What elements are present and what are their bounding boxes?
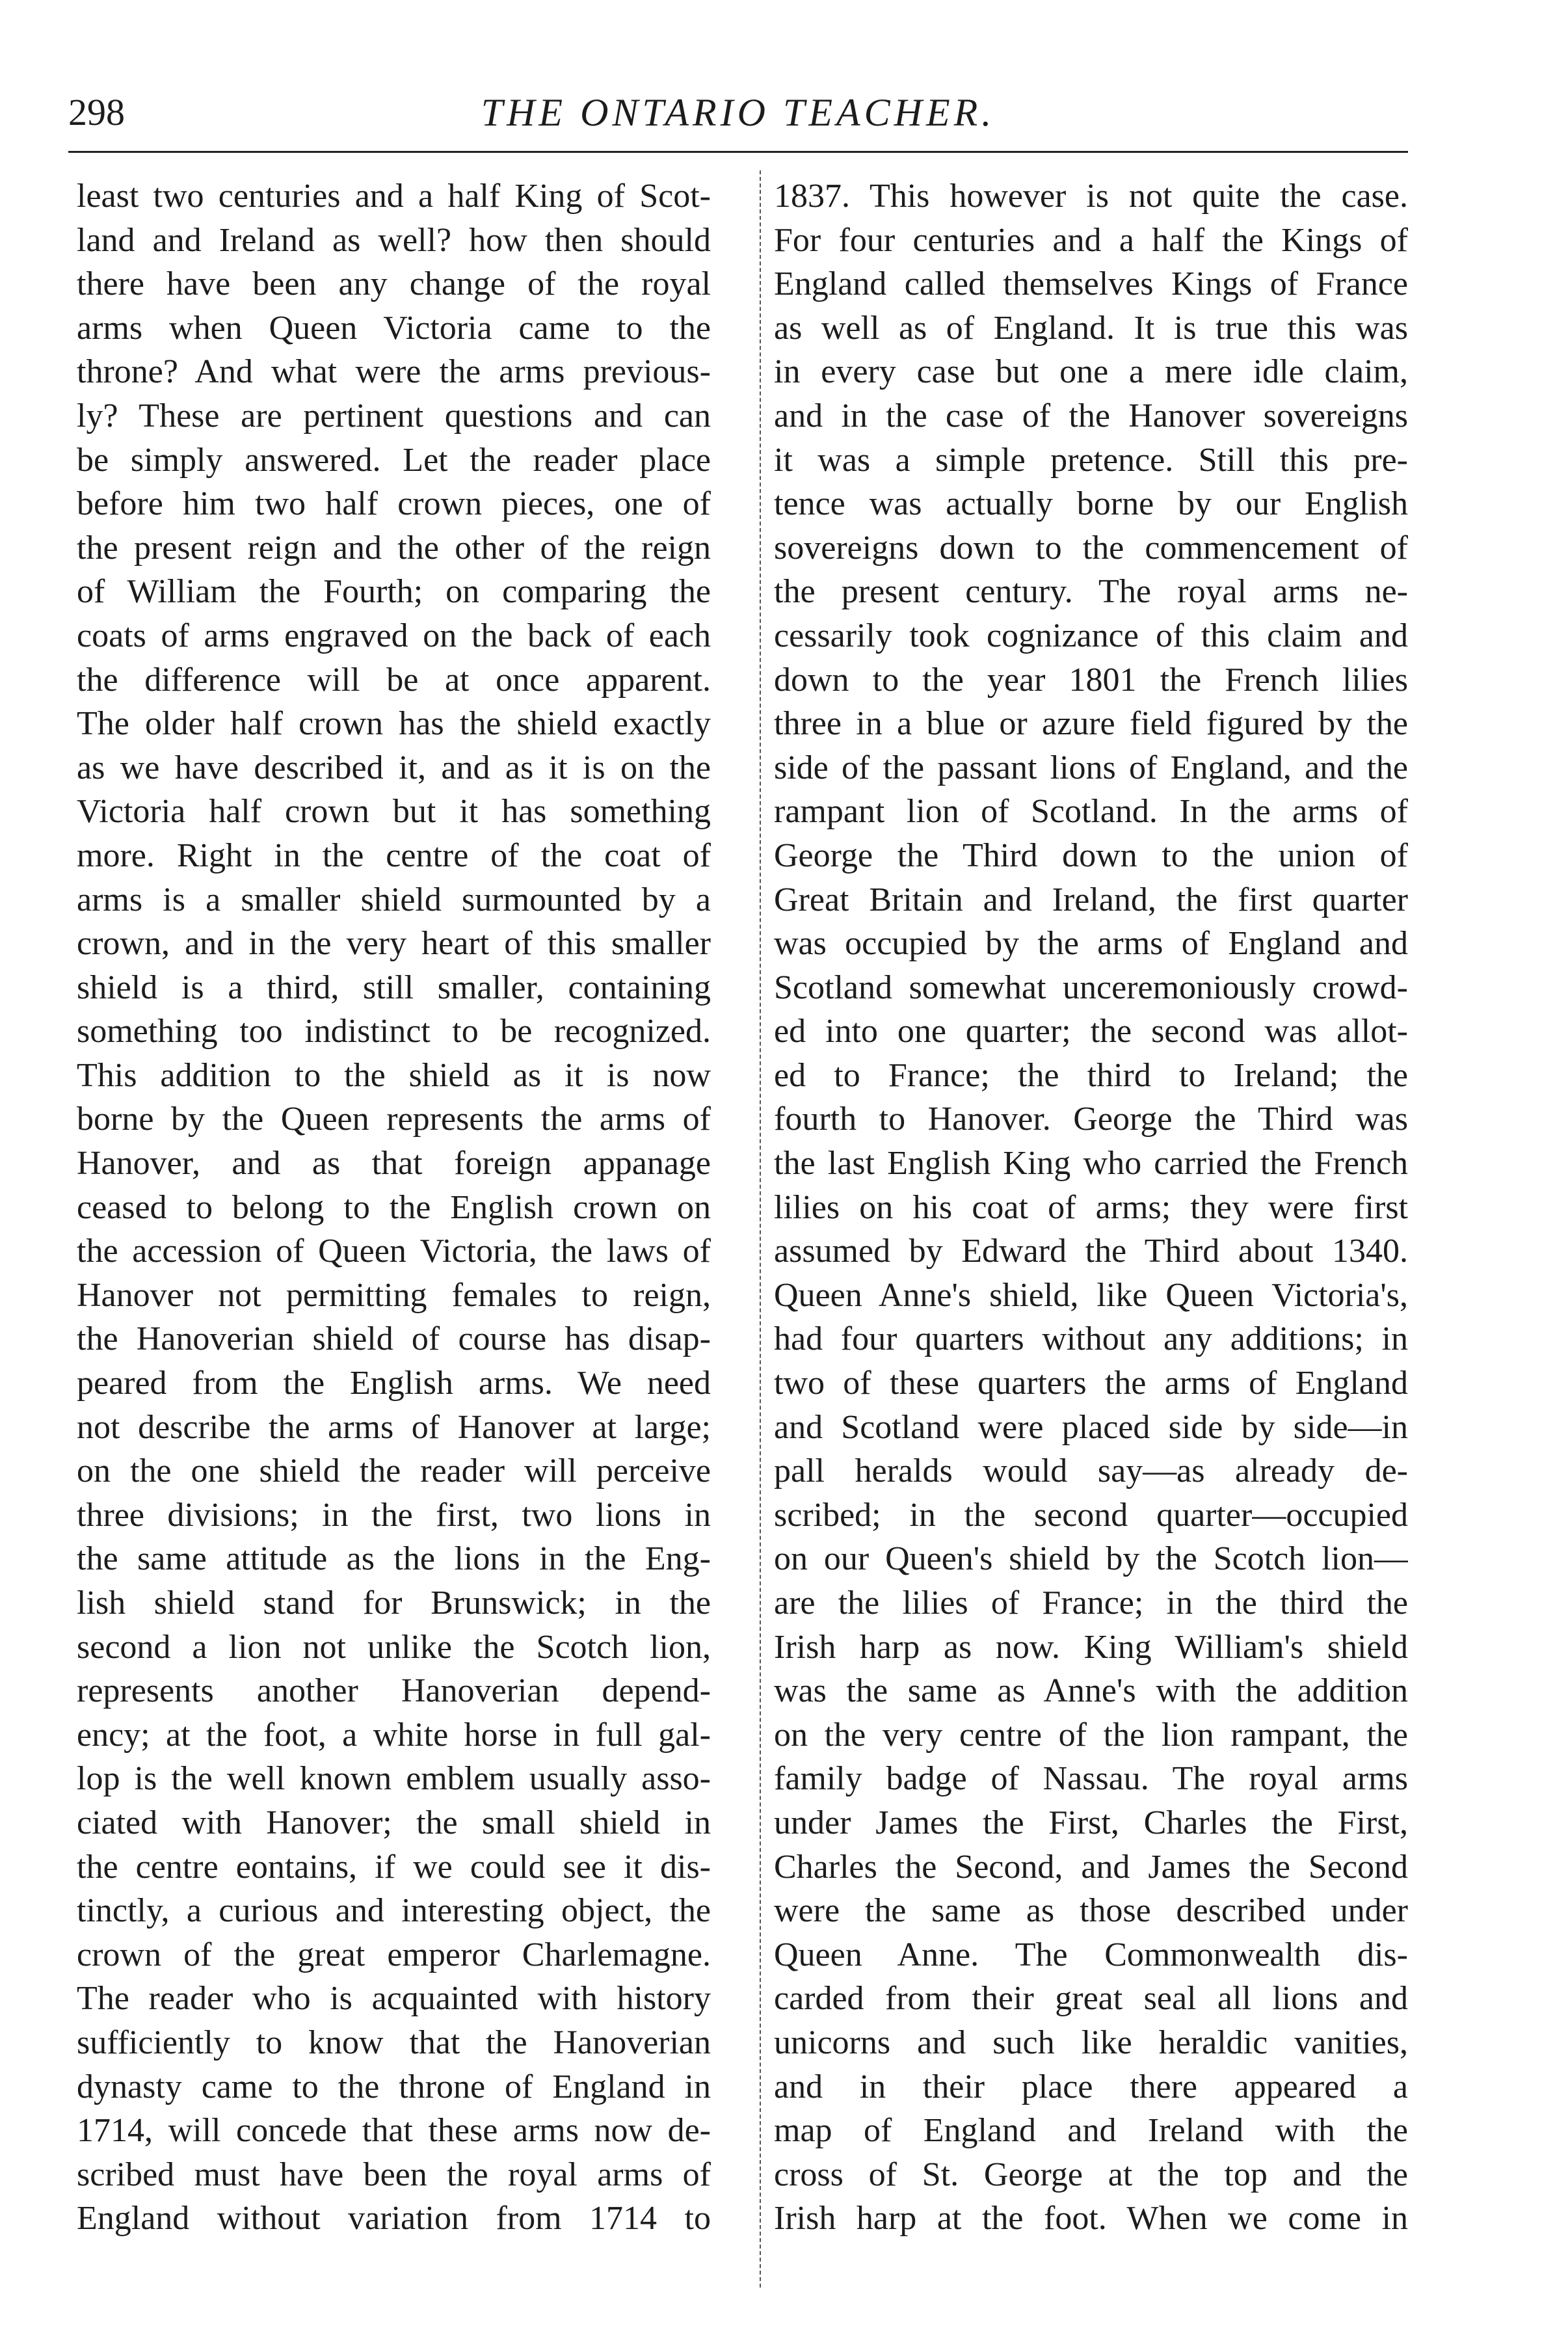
text-line: two of these quarters the arms of England xyxy=(774,1365,1408,1402)
text-line: not describe the arms of Hanover at large; xyxy=(77,1408,711,1446)
text-line: lish shield stand for Brunswick; in the xyxy=(77,1584,711,1622)
text-line: England called themselves Kings of France xyxy=(774,265,1408,303)
text-line: the centre eontains, if we could see it dis- xyxy=(77,1848,711,1886)
text-line: the present reign and the other of the reign xyxy=(77,529,711,567)
text-line: The older half crown has the shield exactly xyxy=(77,705,711,743)
text-line: were the same as those described under xyxy=(774,1892,1408,1930)
text-line: ed into one quarter; the second was allot- xyxy=(774,1013,1408,1050)
text-line: was occupied by the arms of England and xyxy=(774,925,1408,963)
text-line: The reader who is acquainted with history xyxy=(77,1980,711,2018)
text-line: Charles the Second, and James the Second xyxy=(774,1848,1408,1886)
text-line: more. Right in the centre of the coat of xyxy=(77,836,711,874)
text-line: ency; at the foot, a white horse in full gal- xyxy=(77,1716,711,1754)
text-line: the same attitude as the lions in the Eng- xyxy=(77,1540,711,1578)
text-line: on the very centre of the lion rampant, the xyxy=(774,1716,1408,1754)
text-line: represents another Hanoverian depend- xyxy=(77,1672,711,1710)
text-line: coats of arms engraved on the back of each xyxy=(77,617,711,654)
text-line: the difference will be at once apparent. xyxy=(77,661,711,699)
text-line: be simply answered. Let the reader place xyxy=(77,441,711,479)
text-line: George the Third down to the union of xyxy=(774,836,1408,874)
text-line: crown of the great emperor Charlemagne. xyxy=(77,1936,711,1973)
text-line: and Scotland were placed side by side—in xyxy=(774,1408,1408,1446)
right-column xyxy=(774,174,1408,2288)
text-line: carded from their great seal all lions and xyxy=(774,1980,1408,2018)
text-line: dynasty came to the throne of England in xyxy=(77,2068,711,2105)
text-line: something too indistinct to be recognized. xyxy=(77,1013,711,1050)
text-line: Irish harp as now. King William's shield xyxy=(774,1628,1408,1666)
text-line: as well as of England. It is true this was xyxy=(774,309,1408,347)
text-line: Great Britain and Ireland, the first quarter xyxy=(774,881,1408,918)
page-number: 298 xyxy=(68,91,125,133)
text-line: down to the year 1801 the French lilies xyxy=(774,661,1408,699)
text-line: shield is a third, still smaller, containing xyxy=(77,968,711,1006)
text-line: and in the case of the Hanover sovereigns xyxy=(774,397,1408,434)
text-line: crown, and in the very heart of this smaller xyxy=(77,925,711,963)
text-line: assumed by Edward the Third about 1340. xyxy=(774,1233,1408,1270)
text-line: Hanover, and as that foreign appanage xyxy=(77,1145,711,1182)
column-divider xyxy=(760,170,761,2288)
text-line: three divisions; in the first, two lions in xyxy=(77,1496,711,1534)
text-line: tence was actually borne by our English xyxy=(774,485,1408,523)
text-line: land and Ireland as well? how then should xyxy=(77,221,711,259)
text-line: Scotland somewhat unceremoniously crowd- xyxy=(774,968,1408,1006)
text-line: on our Queen's shield by the Scotch lion— xyxy=(774,1540,1408,1578)
text-line: tinctly, a curious and interesting object, the xyxy=(77,1892,711,1930)
text-line: 1837. This however is not quite the case. xyxy=(774,178,1408,215)
text-line: and in their place there appeared a xyxy=(774,2068,1408,2105)
text-line: For four centuries and a half the Kings of xyxy=(774,221,1408,259)
header-rule xyxy=(68,151,1408,153)
text-line: peared from the English arms. We need xyxy=(77,1365,711,1402)
text-line: rampant lion of Scotland. In the arms of xyxy=(774,793,1408,831)
text-line: the accession of Queen Victoria, the laws of xyxy=(77,1233,711,1270)
text-line: scribed; in the second quarter—occupied xyxy=(774,1496,1408,1534)
text-line: unicorns and such like heraldic vanities, xyxy=(774,2023,1408,2061)
text-line: arms when Queen Victoria came to the xyxy=(77,309,711,347)
text-line: pall heralds would say—as already de- xyxy=(774,1452,1408,1490)
text-line: Irish harp at the foot. When we come in xyxy=(774,2200,1408,2237)
text-line: ciated with Hanover; the small shield in xyxy=(77,1804,711,1841)
left-column xyxy=(77,174,711,2288)
text-line: cross of St. George at the top and the xyxy=(774,2156,1408,2193)
right-column-text xyxy=(774,174,1408,2241)
text-line: ed to France; the third to Ireland; the xyxy=(774,1056,1408,1094)
text-line: was the same as Anne's with the addition xyxy=(774,1672,1408,1710)
text-line: on the one shield the reader will perceive xyxy=(77,1452,711,1490)
text-line: the Hanoverian shield of course has disap- xyxy=(77,1320,711,1358)
text-line: cessarily took cognizance of this claim and xyxy=(774,617,1408,654)
text-line: as we have described it, and as it is on the xyxy=(77,749,711,786)
text-line: throne? And what were the arms previous- xyxy=(77,353,711,391)
page-header xyxy=(68,83,1408,142)
text-line: the present century. The royal arms ne- xyxy=(774,573,1408,611)
text-line: three in a blue or azure field figured by the xyxy=(774,705,1408,743)
text-line: it was a simple pretence. Still this pre- xyxy=(774,441,1408,479)
text-line: lilies on his coat of arms; they were first xyxy=(774,1188,1408,1226)
text-line: Queen Anne's shield, like Queen Victoria's, xyxy=(774,1276,1408,1314)
text-line: side of the passant lions of England, and the xyxy=(774,749,1408,786)
text-line: ly? These are pertinent questions and can xyxy=(77,397,711,434)
text-line: scribed must have been the royal arms of xyxy=(77,2156,711,2193)
left-column-text xyxy=(77,174,711,2241)
text-line: had four quarters without any additions; in xyxy=(774,1320,1408,1358)
text-line: are the lilies of France; in the third the xyxy=(774,1584,1408,1622)
text-line: 1714, will concede that these arms now de- xyxy=(77,2112,711,2150)
text-line: there have been any change of the royal xyxy=(77,265,711,303)
text-line: sufficiently to know that the Hanoverian xyxy=(77,2023,711,2061)
text-line: of William the Fourth; on comparing the xyxy=(77,573,711,611)
text-line: Hanover not permitting females to reign, xyxy=(77,1276,711,1314)
text-line: fourth to Hanover. George the Third was xyxy=(774,1101,1408,1138)
text-line: lop is the well known emblem usually asso- xyxy=(77,1760,711,1798)
text-line: in every case but one a mere idle claim, xyxy=(774,353,1408,391)
text-line: map of England and Ireland with the xyxy=(774,2112,1408,2150)
text-line: Queen Anne. The Commonwealth dis- xyxy=(774,1936,1408,1973)
text-line: England without variation from 1714 to xyxy=(77,2200,711,2237)
text-line: arms is a smaller shield surmounted by a xyxy=(77,881,711,918)
text-line: borne by the Queen represents the arms of xyxy=(77,1101,711,1138)
text-line: the last English King who carried the French xyxy=(774,1145,1408,1182)
text-line: least two centuries and a half King of Scot- xyxy=(77,178,711,215)
text-line: Victoria half crown but it has something xyxy=(77,793,711,831)
text-line: ceased to belong to the English crown on xyxy=(77,1188,711,1226)
running-title: THE ONTARIO TEACHER. xyxy=(481,91,996,134)
text-line: This addition to the shield as it is now xyxy=(77,1056,711,1094)
text-line: before him two half crown pieces, one of xyxy=(77,485,711,523)
text-line: under James the First, Charles the First, xyxy=(774,1804,1408,1841)
text-line: second a lion not unlike the Scotch lion, xyxy=(77,1628,711,1666)
text-line: family badge of Nassau. The royal arms xyxy=(774,1760,1408,1798)
text-line: sovereigns down to the commencement of xyxy=(774,529,1408,567)
